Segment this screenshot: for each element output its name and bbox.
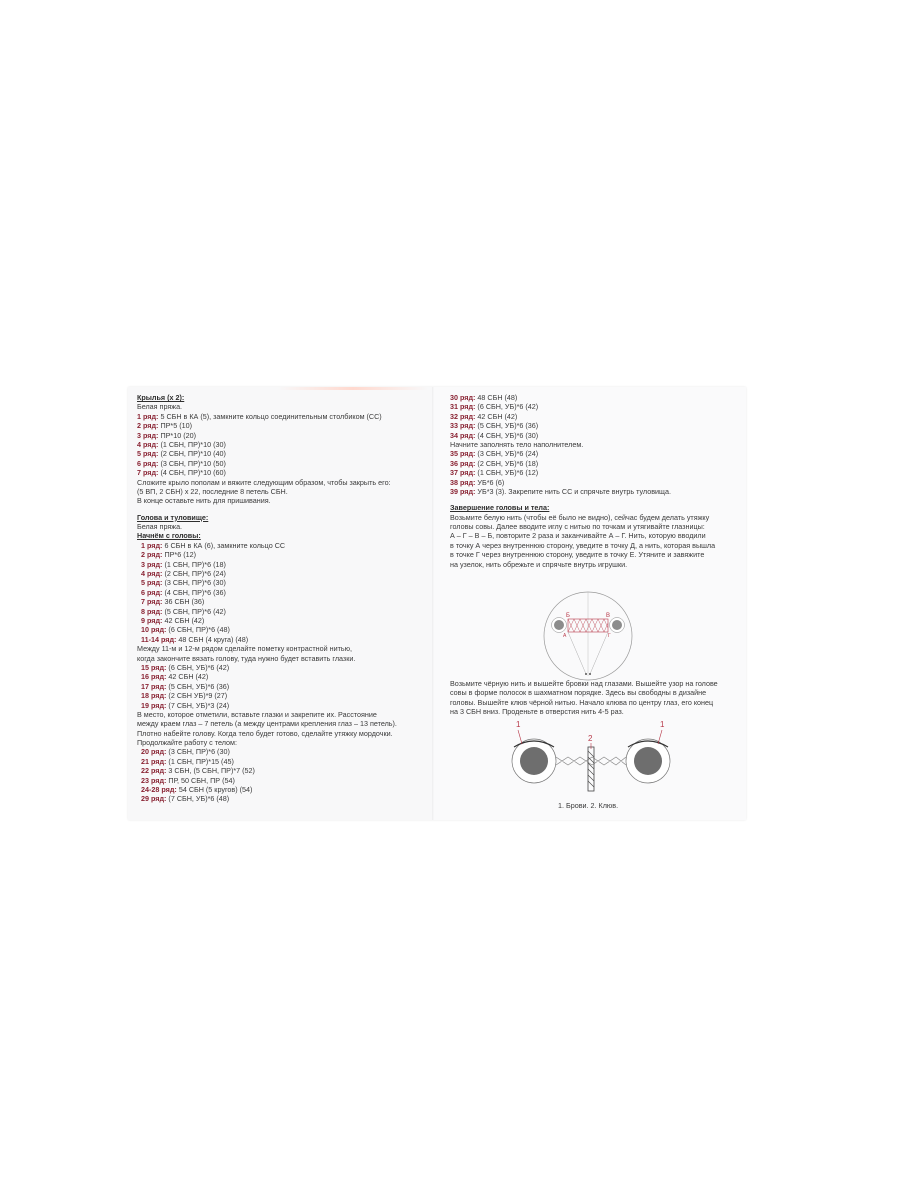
row-label: 6 ряд: (141, 587, 163, 597)
fill-note: Начните заполнять тело наполнителем. (450, 439, 584, 449)
row-label: 5 ряд: (141, 578, 163, 588)
row-label: 11-14 ряд: (141, 634, 177, 644)
thread-right (590, 632, 608, 674)
row-label: 36 ряд: (450, 458, 476, 468)
pattern-row (141, 672, 397, 681)
row-text: (4 СБН, УБ)*6 (30) (475, 430, 539, 440)
row-label: 6 ряд: (137, 458, 159, 468)
pattern-row (450, 478, 715, 487)
text-line: Сложите крыло пополам и вяжите следующим образом, чтобы закрыть его: (137, 477, 391, 487)
right-column (450, 393, 715, 569)
row-label: 2 ряд: (141, 550, 163, 560)
label-1-left: 1 (516, 720, 521, 729)
label-2: 2 (588, 734, 593, 743)
head-yarn: Белая пряжа. (137, 522, 183, 532)
row-label: 5 ряд: (137, 449, 159, 459)
row-text: 36 СБН (36) (162, 597, 205, 607)
row-text: (2 СБН, ПР)*10 (40) (158, 449, 226, 459)
text-line: Продолжайте работу с телом: (137, 738, 237, 748)
point-g-label: Г (608, 633, 611, 639)
row-text: (1 СБН, ПР)*6 (18) (162, 559, 226, 569)
row-text: (4 СБН, ПР)*6 (36) (162, 587, 226, 597)
row-label: 37 ряд: (450, 468, 476, 478)
row-label: 31 ряд: (450, 402, 476, 412)
pattern-row (141, 597, 397, 606)
page-edge-tint (278, 387, 428, 390)
row-label: 35 ряд: (450, 449, 476, 459)
row-label: 17 ряд: (141, 681, 167, 691)
head-note-a (137, 644, 397, 663)
owl-head-diagram (542, 590, 634, 682)
left-page (128, 387, 434, 820)
row-label: 33 ряд: (450, 421, 476, 431)
pattern-row (141, 794, 397, 803)
row-text: (6 СБН, УБ)*6 (42) (166, 662, 230, 672)
text-line: когда закончите вязать голову, туда нужно будет вставить глазки. (137, 653, 356, 663)
row-text: (2 СБН, ПР)*6 (24) (162, 569, 226, 579)
text-line: головы совы. Далее вводите иглу с нитью по точкам и утягивайте глазницы: (450, 522, 705, 532)
pattern-row (450, 412, 715, 421)
pattern-row (141, 550, 397, 559)
row-text: (1 СБН, УБ)*6 (12) (475, 468, 539, 478)
row-text: 48 СБН (4 круга) (48) (176, 634, 249, 644)
row-text: ПР*6 (12) (162, 550, 196, 560)
wings-yarn: Белая пряжа. (137, 402, 183, 412)
text-line: Возьмите чёрную нить и вышейте бровки над глазами. Вышейте узор на голове (450, 679, 718, 688)
text-line: Плотно набейте голову. Когда тело будет готово, сделайте утяжку мордочки. (137, 728, 393, 738)
row-text: 42 СБН (42) (475, 411, 518, 421)
row-label: 32 ряд: (450, 411, 476, 421)
row-text: 6 СБН в КА (6), замкните кольцо СС (162, 540, 286, 550)
right-eye-pupil (634, 747, 662, 775)
row-label: 7 ряд: (141, 597, 163, 607)
pattern-row (141, 663, 397, 672)
row-text: (1 СБН, ПР)*10 (30) (158, 439, 226, 449)
arrow-1-left (518, 730, 522, 744)
thread-left (568, 632, 586, 674)
pattern-row (141, 560, 397, 569)
text-line: (5 ВП, 2 СБН) х 22, последние 8 петель СБН. (137, 486, 288, 496)
pattern-row (141, 691, 397, 700)
pattern-row (141, 766, 397, 775)
pattern-row (141, 588, 397, 597)
brows-beak-diagram (496, 717, 686, 797)
row-label: 9 ряд: (141, 615, 163, 625)
head-rows-c (137, 747, 397, 803)
row-text: УБ*3 (3). Закрепите нить СС и спрячьте внутрь туловища. (475, 486, 671, 496)
row-text: ПР*5 (10) (158, 421, 192, 431)
row-text: (2 СБН, УБ)*6 (18) (475, 458, 539, 468)
row-label: 1 ряд: (137, 411, 159, 421)
row-label: 1 ряд: (141, 540, 163, 550)
row-text: 5 СБН в КА (5), замкните кольцо соединительным столбиком (СС) (158, 411, 382, 421)
row-text: (3 СБН, ПР)*6 (30) (166, 747, 230, 757)
pattern-row (450, 393, 715, 402)
point-b-label: Б (566, 613, 570, 619)
text-line: головы. Вышейте клюв чёрной нитью. Начало клюва по центру глаз, его конец (450, 697, 714, 707)
text-line: А – Г – В – Б, повторите 2 раза и заканчивайте А – Г. Нить, которую вводили (450, 531, 706, 541)
pattern-row (450, 402, 715, 411)
left-column (137, 393, 397, 804)
wings-note (137, 478, 397, 506)
point-d (585, 673, 587, 675)
text-line: на узелок, нить обрежьте и спрячьте внутрь игрушки. (450, 559, 628, 569)
pattern-row (450, 421, 715, 430)
pattern-row (450, 449, 715, 458)
pattern-row (137, 431, 397, 440)
finish-title: Завершение головы и тела: (450, 503, 550, 513)
row-label: 22 ряд: (141, 766, 167, 776)
pattern-row (141, 701, 397, 710)
row-label: 3 ряд: (137, 430, 159, 440)
point-e (589, 673, 591, 675)
text-line: совы в форме полосок в шахматном порядке. Здесь вы свободны в дизайне (450, 688, 707, 698)
row-label: 29 ряд: (141, 794, 167, 804)
row-label: 30 ряд: (450, 393, 476, 402)
row-label: 2 ряд: (137, 421, 159, 431)
stripe-pattern (556, 757, 626, 765)
pattern-row (137, 421, 397, 430)
pattern-row (137, 468, 397, 477)
row-text: (7 СБН, УБ)*3 (24) (166, 700, 230, 710)
figure-caption: 1. Брови. 2. Клюв. (558, 801, 619, 810)
row-text: (6 СБН, ПР)*6 (48) (166, 625, 230, 635)
row-text: (3 СБН, ПР)*6 (30) (162, 578, 226, 588)
arrow-1-right (658, 730, 662, 744)
row-text: 3 СБН, (5 СБН, ПР)*7 (52) (166, 766, 255, 776)
pattern-row (450, 468, 715, 477)
row-label: 8 ряд: (141, 606, 163, 616)
head-note-b (137, 710, 397, 748)
text-line: Между 11-м и 12-м рядом сделайте пометку контрастной нитью, (137, 644, 353, 654)
pattern-row (137, 459, 397, 468)
pattern-row (141, 757, 397, 766)
row-text: (5 СБН, УБ)*6 (36) (475, 421, 539, 431)
pattern-row (141, 578, 397, 587)
pattern-row (141, 635, 397, 644)
head-subtitle: Начнём с головы: (137, 531, 201, 541)
text-line: Возьмите белую нить (чтобы её было не видно), сейчас будем делать утяжку (450, 512, 710, 522)
row-text: УБ*6 (6) (475, 477, 505, 487)
finish-text (450, 513, 715, 569)
row-text: 54 СБН (5 кругов) (54) (176, 785, 253, 795)
text-line: в точке Г через внутреннюю сторону, уведите в точку Е. Утяните и завяжите (450, 550, 705, 560)
row-text: (5 СБН, УБ)*6 (36) (166, 681, 230, 691)
left-eye-pupil (520, 747, 548, 775)
head-title: Голова и туловище: (137, 512, 209, 522)
pattern-row (141, 625, 397, 634)
pattern-row (137, 412, 397, 421)
row-label: 4 ряд: (141, 569, 163, 579)
row-label: 21 ряд: (141, 756, 167, 766)
beak-stitches (588, 751, 594, 787)
pattern-row (450, 431, 715, 440)
right-page (434, 387, 746, 820)
text-line: на 3 СБН вниз. Проденьте в отверстия нить 4-5 раз. (450, 707, 624, 717)
head-rows-b (137, 663, 397, 710)
pattern-row (141, 682, 397, 691)
row-text: 48 СБН (48) (475, 393, 518, 402)
row-text: ПР, 50 СБН, ПР (54) (166, 775, 235, 785)
pattern-row (450, 459, 715, 468)
row-label: 38 ряд: (450, 477, 476, 487)
text-line: между краем глаз – 7 петель (а между центрами крепления глаз – 13 петель). (137, 719, 397, 729)
brows-column (450, 679, 718, 717)
brows-text (450, 679, 718, 717)
row-label: 16 ряд: (141, 672, 167, 682)
left-eye (554, 620, 564, 630)
row-text: (7 СБН, УБ)*6 (48) (166, 794, 230, 804)
row-text: (3 СБН, УБ)*6 (24) (475, 449, 539, 459)
row-label: 18 ряд: (141, 691, 167, 701)
pattern-row (137, 449, 397, 458)
right-eye (612, 620, 622, 630)
row-text: (3 СБН, ПР)*10 (50) (158, 458, 226, 468)
wings-rows (137, 412, 397, 478)
pattern-row (141, 776, 397, 785)
pattern-row (141, 569, 397, 578)
head-rows-a (137, 541, 397, 644)
row-text: ПР*10 (20) (158, 430, 196, 440)
text-line: в точку А через внутреннюю сторону, уведите в точку Д, а нить, которая вышла (450, 540, 716, 550)
point-a-label: А (563, 633, 567, 639)
row-text: (6 СБН, УБ)*6 (42) (475, 402, 539, 412)
row-label: 39 ряд: (450, 486, 476, 496)
row-label: 4 ряд: (137, 439, 159, 449)
point-v-label: В (606, 613, 611, 619)
wings-title: Крылья (х 2): (137, 393, 185, 402)
pattern-row (141, 785, 397, 794)
pattern-row (141, 607, 397, 616)
pattern-row (141, 747, 397, 756)
booklet (128, 387, 746, 820)
pattern-row (141, 616, 397, 625)
row-label: 7 ряд: (137, 468, 159, 478)
row-label: 15 ряд: (141, 662, 167, 672)
row-label: 24-28 ряд: (141, 785, 177, 795)
pattern-row (141, 541, 397, 550)
row-label: 20 ряд: (141, 747, 167, 757)
row-label: 3 ряд: (141, 559, 163, 569)
row-label: 19 ряд: (141, 700, 167, 710)
row-text: 42 СБН (42) (162, 615, 205, 625)
right-rows-b (450, 449, 715, 496)
text-line: В конце оставьте нить для пришивания. (137, 496, 271, 506)
row-text: (2 СБН УБ)*9 (27) (166, 691, 228, 701)
row-label: 10 ряд: (141, 625, 167, 635)
right-rows-a (450, 393, 715, 440)
pattern-row (137, 440, 397, 449)
row-text: (5 СБН, ПР)*6 (42) (162, 606, 226, 616)
row-text: (1 СБН, ПР)*15 (45) (166, 756, 234, 766)
row-text: 42 СБН (42) (166, 672, 209, 682)
row-label: 23 ряд: (141, 775, 167, 785)
label-1-right: 1 (660, 720, 665, 729)
row-label: 34 ряд: (450, 430, 476, 440)
pattern-row (450, 487, 715, 496)
row-text: (4 СБН, ПР)*10 (60) (158, 468, 226, 478)
text-line: В место, которое отметили, вставьте глазки и закрепите их. Расстояние (137, 709, 377, 719)
